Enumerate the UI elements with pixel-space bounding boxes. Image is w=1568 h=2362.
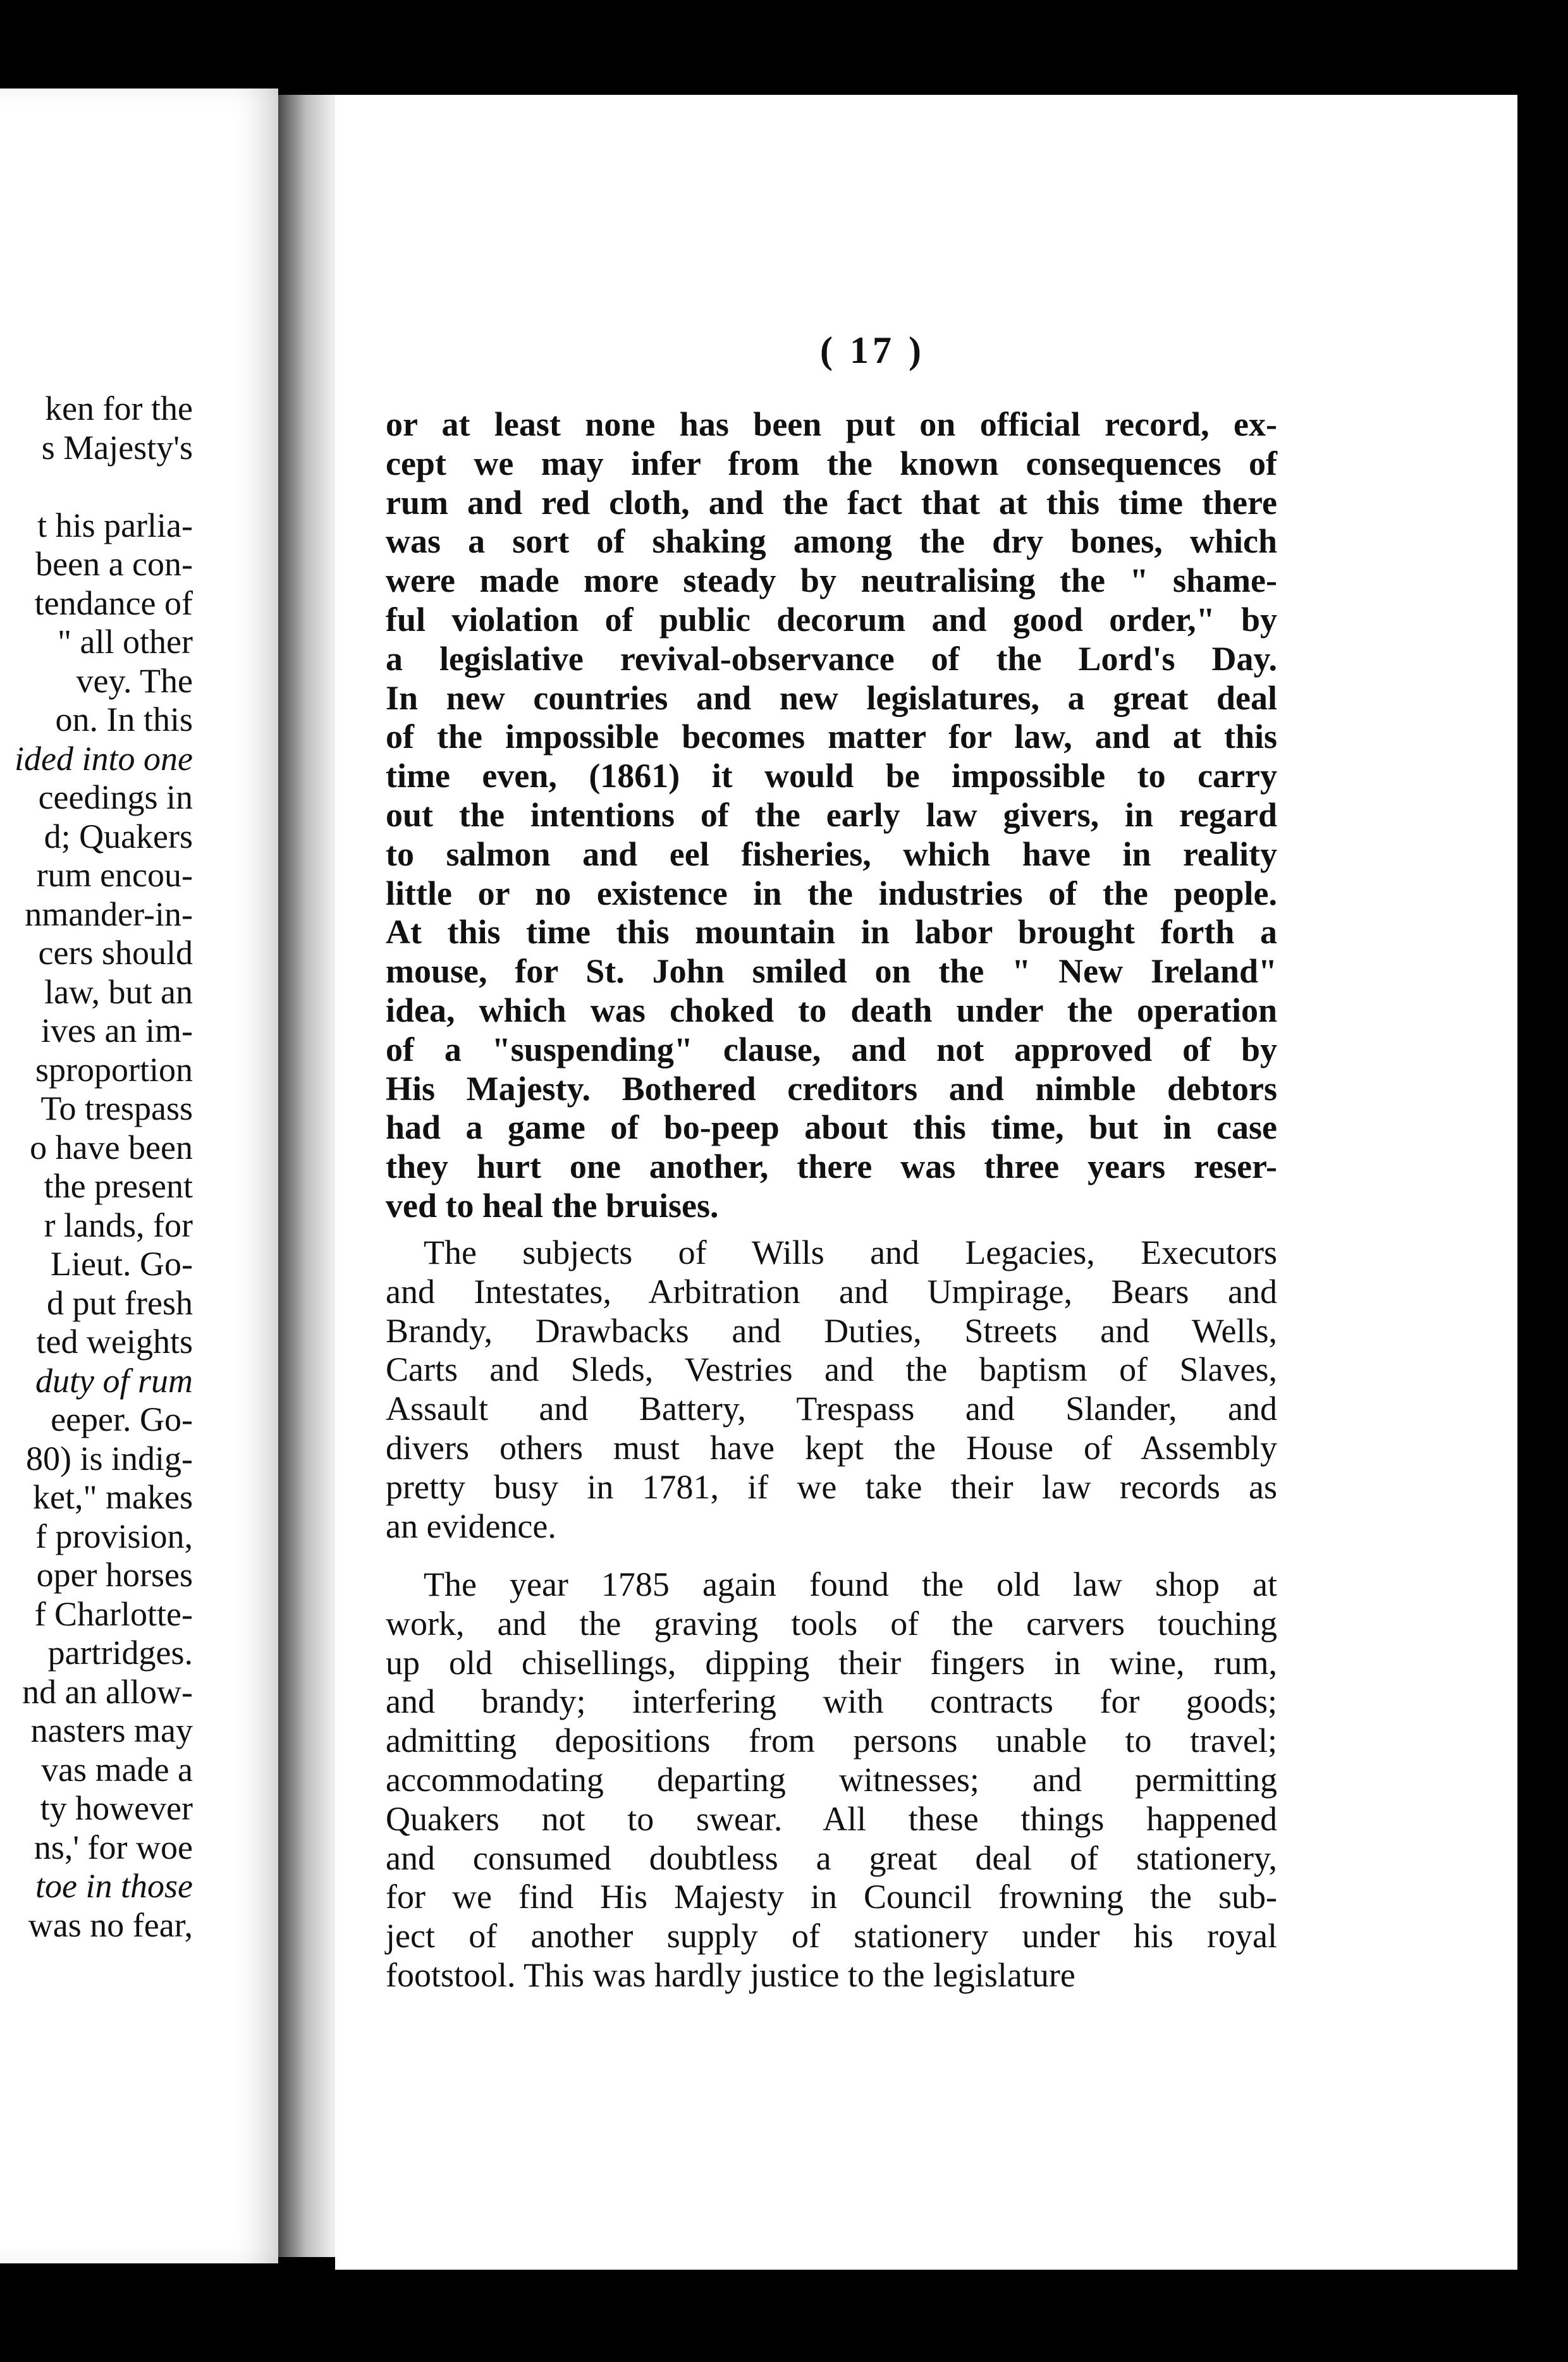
text-line: for we find His Majesty in Council frowning the sub-: [386, 1878, 1277, 1916]
text-line: a legislative revival-observance of the Lord's Day.: [386, 639, 1277, 678]
text-line: little or no existence in the industries of the people.: [386, 874, 1277, 912]
text-line: to salmon and eel fisheries, which have in reality: [386, 835, 1277, 873]
text-line: The year 1785 again found the old law shop at: [424, 1565, 1277, 1603]
text-line: Carts and Sleds, Vestries and the baptism of Slaves,: [386, 1350, 1277, 1389]
left-page-line: was no fear,: [28, 1906, 193, 1944]
left-page-line: duty of rum: [35, 1361, 193, 1400]
left-page-line: cers should: [38, 934, 193, 972]
left-page-line: " all other: [58, 623, 193, 661]
left-page-line: f Charlotte-: [34, 1594, 193, 1633]
left-page-line: r lands, for: [44, 1206, 193, 1244]
left-page-line: ceedings in: [38, 778, 193, 816]
left-page-line: vas made a: [41, 1750, 193, 1789]
left-page-line: d put fresh: [47, 1283, 193, 1322]
text-line: admitting depositions from persons unable to travel;: [386, 1722, 1277, 1760]
left-page-line: ted weights: [36, 1323, 193, 1361]
text-line: were made more steady by neutralising the " shame-: [386, 561, 1277, 600]
text-line: an evidence.: [386, 1507, 556, 1545]
left-page-line: 80) is indig-: [26, 1439, 193, 1478]
current-page: [335, 95, 1517, 2270]
text-line: work, and the graving tools of the carvers touching: [386, 1604, 1277, 1643]
left-page-line: toe in those: [35, 1867, 193, 1905]
text-line: ful violation of public decorum and good order," by: [386, 601, 1277, 639]
text-line: of the impossible becomes matter for law, and at this: [386, 718, 1277, 756]
text-line: His Majesty. Bothered creditors and nimble debtors: [386, 1069, 1277, 1108]
text-line: up old chisellings, dipping their fingers in wine, rum,: [386, 1643, 1277, 1682]
text-line: they hurt one another, there was three years reser-: [386, 1147, 1277, 1186]
left-page-line: on. In this: [55, 701, 193, 738]
left-page-line: eeper. Go-: [51, 1400, 193, 1438]
text-line: ved to heal the bruises.: [386, 1187, 719, 1225]
left-page-line: tendance of: [34, 584, 193, 622]
left-page-line: o have been: [30, 1128, 193, 1166]
left-page-line: law, but an: [44, 972, 193, 1011]
left-page-line: nd an allow-: [22, 1672, 193, 1711]
text-line: The subjects of Wills and Legacies, Executors: [424, 1233, 1277, 1271]
text-line: rum and red cloth, and the fact that at this time there: [386, 483, 1277, 522]
text-line: footstool. This was hardly justice to the legislature: [386, 1956, 1075, 1994]
left-page-line: ided into one: [15, 739, 193, 778]
left-page-line: d; Quakers: [44, 817, 193, 855]
text-line: ject of another supply of stationery under his royal: [386, 1917, 1277, 1955]
text-line: time even, (1861) it would be impossible to carry: [386, 757, 1277, 795]
text-line: and consumed doubtless a great deal of stationery,: [386, 1839, 1277, 1877]
left-page-line: ken for the: [45, 389, 193, 427]
left-page-line: ns,' for woe: [34, 1828, 193, 1866]
left-page-line: To trespass: [40, 1089, 193, 1127]
text-line: divers others must have kept the House of Assembly: [386, 1429, 1277, 1467]
left-page-line: t his parlia-: [37, 506, 193, 544]
left-page-line: f provision,: [35, 1517, 193, 1555]
text-line: pretty busy in 1781, if we take their law records as: [386, 1467, 1277, 1506]
left-page-line: ives an im-: [41, 1012, 193, 1049]
left-page-line: nmander-in-: [25, 895, 193, 933]
text-line: was a sort of shaking among the dry bones, which: [386, 522, 1277, 561]
left-page-line: rum encou-: [36, 856, 193, 894]
text-line: out the intentions of the early law givers, in regard: [386, 796, 1277, 834]
text-line: cept we may infer from the known consequences of: [386, 444, 1277, 482]
left-page-line: Lieut. Go-: [51, 1245, 193, 1283]
text-line: Assault and Battery, Trespass and Slander, and: [386, 1390, 1277, 1428]
left-page-line: sproportion: [35, 1050, 193, 1089]
text-line: and brandy; interfering with contracts for goods;: [386, 1682, 1277, 1721]
previous-page: [0, 89, 278, 2263]
text-line: mouse, for St. John smiled on the " New Ireland": [386, 952, 1277, 991]
left-page-line: been a con-: [35, 545, 193, 583]
left-page-line: vey. The: [76, 661, 193, 700]
text-line: and Intestates, Arbitration and Umpirage, Bears and: [386, 1272, 1277, 1311]
text-line: idea, which was choked to death under the operation: [386, 991, 1277, 1029]
left-page-line: nasters may: [30, 1711, 193, 1749]
text-line: had a game of bo-peep about this time, but in case: [386, 1108, 1277, 1147]
left-page-line: s Majesty's: [41, 428, 193, 467]
left-page-line: partridges.: [47, 1634, 193, 1672]
text-line: In new countries and new legislatures, a great deal: [386, 678, 1277, 717]
text-line: At this time this mountain in labor brought forth a: [386, 913, 1277, 952]
text-line: accommodating departing witnesses; and permitting: [386, 1761, 1277, 1799]
page-number: ( 17 ): [820, 329, 925, 371]
left-page-line: the present: [44, 1167, 193, 1205]
left-page-line: oper horses: [36, 1556, 193, 1594]
text-line: of a "suspending" clause, and not approved of by: [386, 1030, 1277, 1068]
text-line: Quakers not to swear. All these things happened: [386, 1799, 1277, 1838]
left-page-line: ty however: [40, 1789, 193, 1827]
text-line: Brandy, Drawbacks and Duties, Streets and Wells,: [386, 1311, 1277, 1350]
text-line: or at least none has been put on official record, ex-: [386, 405, 1277, 443]
left-page-line: ket," makes: [33, 1478, 193, 1516]
